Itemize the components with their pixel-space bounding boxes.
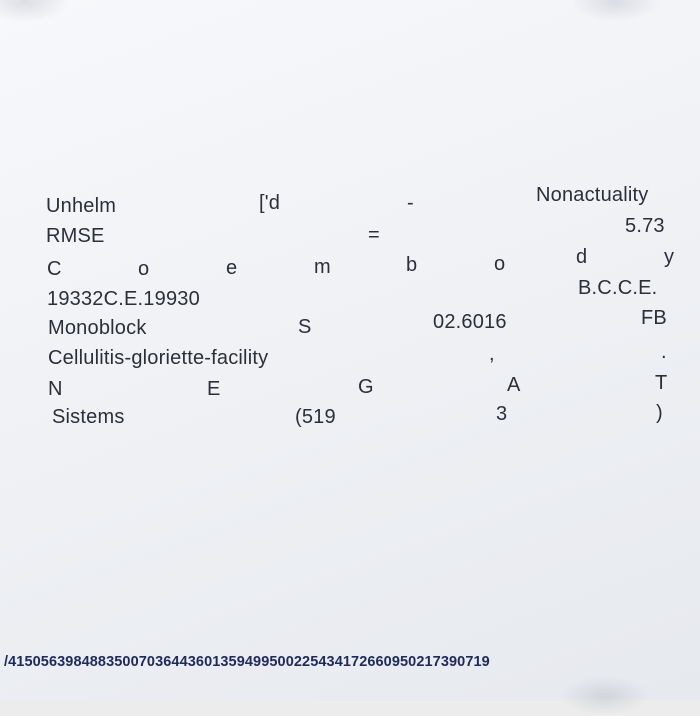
letter: o	[138, 258, 150, 280]
letter: T	[655, 372, 668, 394]
letter: d	[576, 246, 588, 268]
letter: E	[207, 378, 221, 400]
fold-shadow	[570, 0, 660, 22]
value: 5.73	[625, 215, 665, 237]
word: RMSE	[46, 225, 105, 247]
period: .	[661, 341, 667, 363]
word: Nonactuality	[536, 184, 649, 206]
word: Sistems	[52, 406, 125, 428]
dash: -	[407, 192, 414, 214]
text-row	[0, 215, 700, 253]
word: FB	[641, 307, 667, 329]
word: 19332C.E.19930	[47, 288, 200, 310]
word: Unhelm	[46, 195, 117, 217]
word: Cellulitis-gloriette-facility	[48, 347, 269, 369]
letter: N	[48, 378, 63, 400]
word: B.C.C.E.	[578, 277, 658, 299]
letter: S	[298, 316, 312, 338]
letter: G	[358, 376, 374, 398]
text-row	[0, 277, 700, 313]
fold-shadow	[0, 0, 70, 22]
letter: m	[314, 256, 331, 278]
letter: A	[507, 374, 521, 396]
equals-sign: =	[368, 224, 380, 246]
letter: y	[664, 246, 675, 268]
word: ['d	[259, 192, 281, 214]
text-row	[0, 402, 700, 435]
value: (519	[295, 406, 336, 428]
value: 02.6016	[433, 311, 507, 333]
value: 3	[496, 403, 508, 425]
parenthesis: )	[656, 402, 663, 424]
comma: ,	[489, 343, 495, 365]
text-row	[0, 374, 700, 404]
text-row	[0, 184, 700, 223]
serial-number: /41505639848835007036443601359499500225434172660950217390719	[4, 654, 490, 670]
letter: C	[47, 258, 62, 280]
word: Monoblock	[48, 317, 147, 339]
letter: b	[406, 254, 418, 276]
text-row	[0, 341, 700, 374]
text-row	[0, 307, 700, 343]
letter: o	[494, 253, 506, 275]
fold-shadow	[560, 676, 650, 716]
letter: e	[226, 257, 238, 279]
